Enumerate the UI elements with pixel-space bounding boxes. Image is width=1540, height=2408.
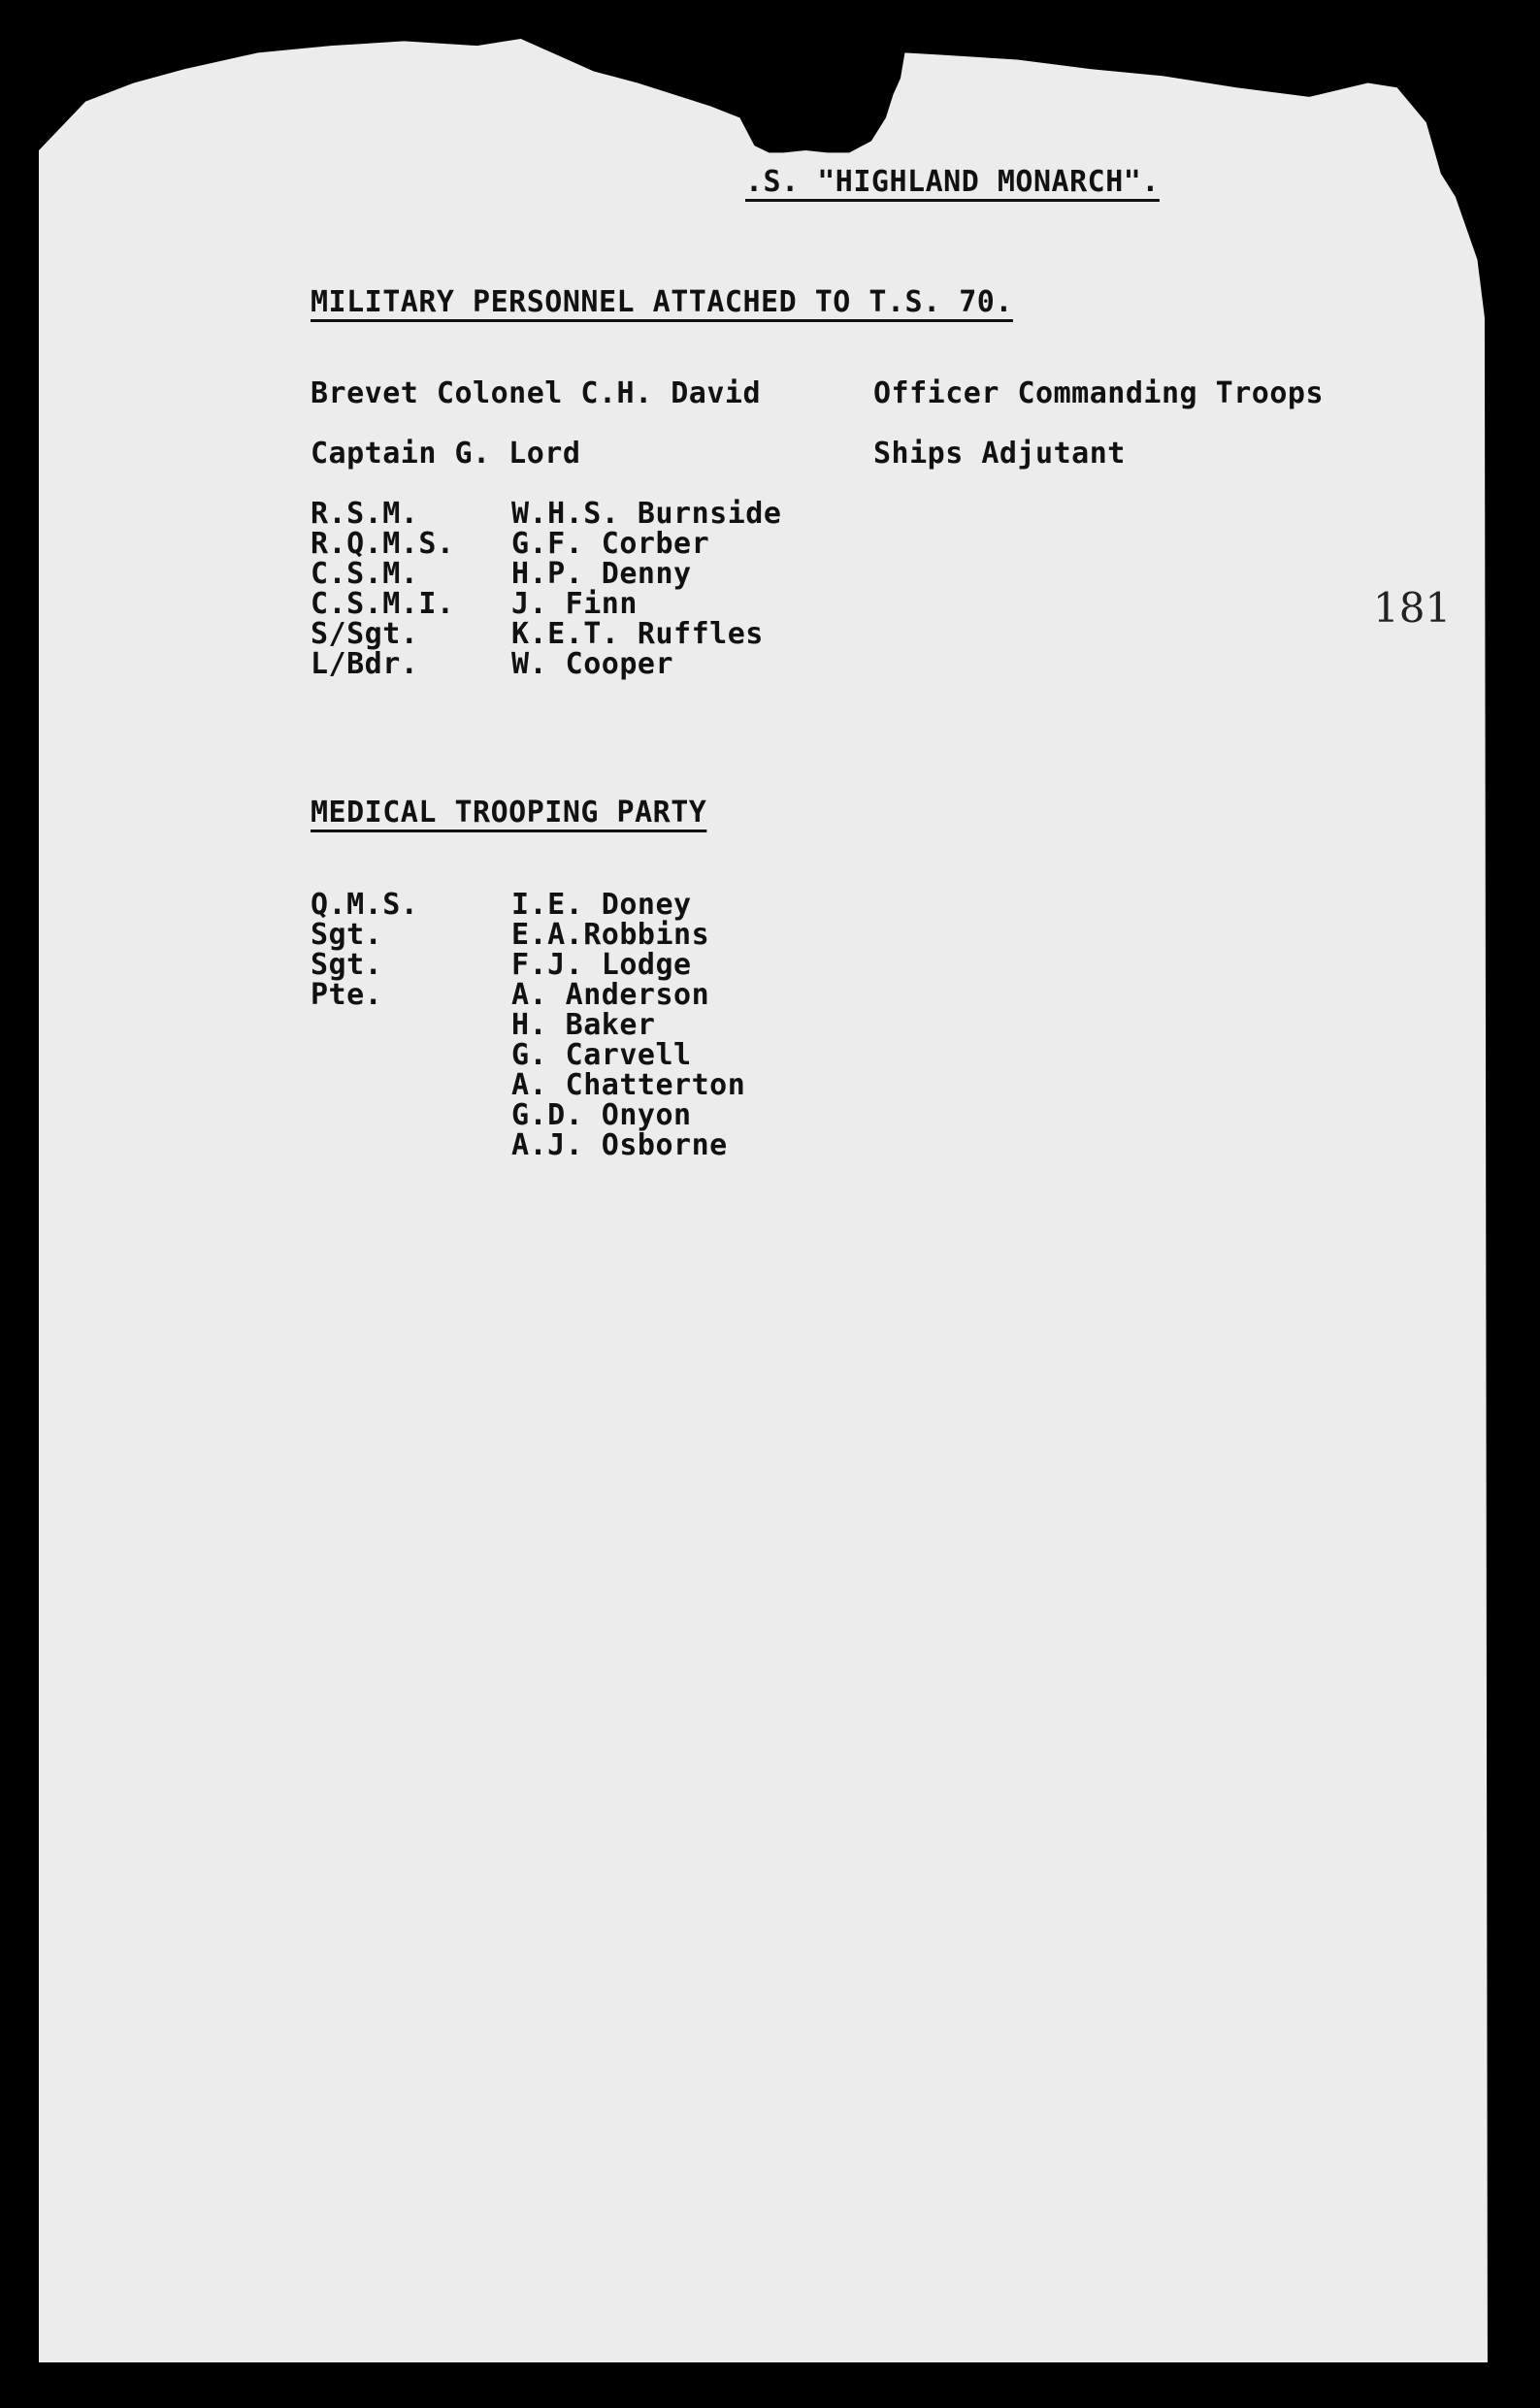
staff-rank: S/Sgt. xyxy=(311,617,419,651)
staff-name: K.E.T. Ruffles xyxy=(511,617,764,651)
medical-rank: Sgt. xyxy=(311,948,383,982)
officer-role: Officer Commanding Troops xyxy=(873,376,1325,410)
staff-name: G.F. Corber xyxy=(511,527,710,561)
staff-name: J. Finn xyxy=(511,587,638,621)
medical-rank: Sgt. xyxy=(311,918,383,952)
medical-name: H. Baker xyxy=(511,1008,656,1042)
medical-name: A.J. Osborne xyxy=(511,1128,728,1162)
staff-rank: C.S.M. xyxy=(311,557,419,591)
officer-name: Brevet Colonel C.H. David xyxy=(311,376,762,410)
staff-name: W. Cooper xyxy=(511,647,674,681)
medical-name: G.D. Onyon xyxy=(511,1098,692,1132)
staff-rank: R.S.M. xyxy=(311,497,419,531)
staff-rank: R.Q.M.S. xyxy=(311,527,455,561)
staff-name: H.P. Denny xyxy=(511,557,692,591)
medical-heading: MEDICAL TROOPING PARTY xyxy=(311,796,707,830)
faint-bleed-through xyxy=(679,417,709,499)
medical-name: A. Chatterton xyxy=(511,1068,746,1102)
medical-name: F.J. Lodge xyxy=(511,948,692,982)
medical-rank: Q.M.S. xyxy=(311,888,419,922)
staff-rank: C.S.M.I. xyxy=(311,587,455,621)
medical-rank: Pte. xyxy=(311,978,383,1012)
officer-name: Captain G. Lord xyxy=(311,437,581,471)
medical-name: G. Carvell xyxy=(511,1038,692,1072)
page-number-stamp: 181 xyxy=(1373,584,1452,632)
medical-name: E.A.Robbins xyxy=(511,918,710,952)
military-heading: MILITARY PERSONNEL ATTACHED TO T.S. 70. xyxy=(311,285,1013,319)
officer-role: Ships Adjutant xyxy=(873,437,1126,471)
medical-name: I.E. Doney xyxy=(511,888,692,922)
document-title: .S. "HIGHLAND MONARCH". xyxy=(745,165,1160,199)
staff-rank: L/Bdr. xyxy=(311,647,419,681)
medical-name: A. Anderson xyxy=(511,978,710,1012)
staff-name: W.H.S. Burnside xyxy=(511,497,782,531)
